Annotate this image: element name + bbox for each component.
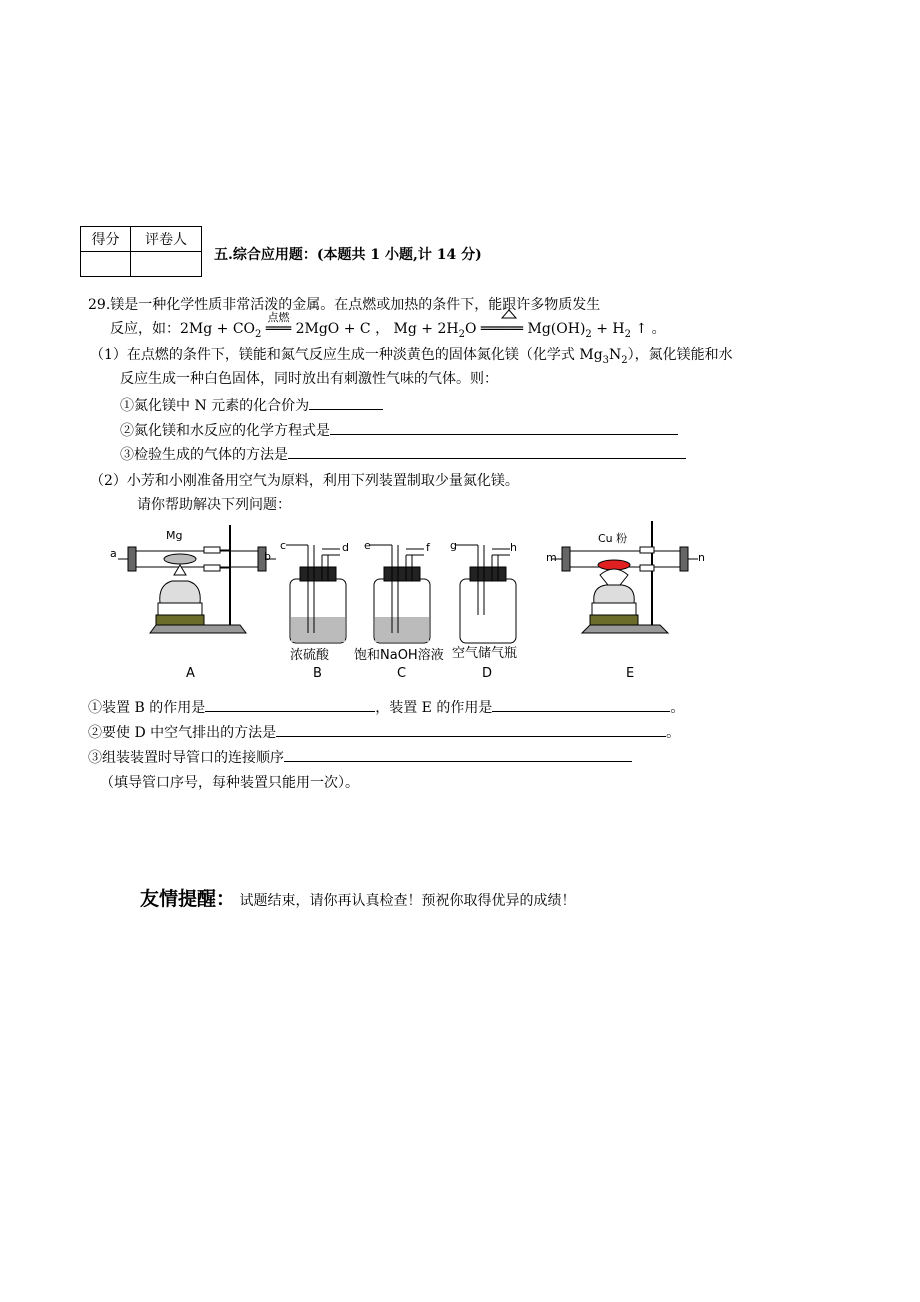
answer-blank-2[interactable] [330, 420, 678, 435]
eq2-right: Mg(OH) [523, 321, 586, 337]
apparatus-b [280, 539, 349, 681]
grader-header: 评卷人 [131, 227, 202, 252]
q2-1: ①装置 B 的作用是 ，装置 E 的作用是 。 [88, 697, 684, 717]
part1-line2: 反应生成一种白色固体，同时放出有刺激性气味的气体。则： [120, 371, 498, 387]
apparatus-a-label: Mg [166, 529, 183, 542]
heat-triangle-icon [501, 309, 517, 319]
apparatus-c [354, 539, 444, 681]
part2-line1: （2）小芳和小刚准备用空气为原料，利用下列装置制取少量氮化镁。 [90, 473, 519, 489]
eq2-tail: + H [591, 321, 625, 337]
apparatus-c-label: 饱和NaOH溶液 [354, 648, 444, 663]
part2-line2: 请你帮助解决下列问题： [137, 497, 291, 513]
question-intro: 29.镁是一种化学性质非常活泼的金属。在点燃或加热的条件下，能跟许多物质发生 [88, 297, 601, 313]
apparatus-e-label: Cu 粉 [598, 532, 628, 545]
reminder-title: 友情提醒： [140, 888, 236, 910]
eq-sep: ， [370, 321, 394, 337]
answer-blank-6[interactable] [276, 722, 666, 737]
port-n: n [698, 551, 705, 564]
port-f: f [426, 541, 430, 554]
answer-blank-3[interactable] [288, 444, 686, 459]
apparatus-d [450, 539, 517, 681]
answer-blank-7[interactable] [284, 747, 632, 762]
eq1-left: 2Mg + CO [180, 321, 256, 337]
q1-1: ①氮化镁中 N 元素的化合价为 [120, 395, 383, 415]
apparatus-c-caption: C [397, 666, 407, 681]
eq2-left: Mg + 2H [393, 321, 459, 337]
apparatus-d-caption: D [482, 666, 493, 681]
eq1-right: 2MgO + C [291, 321, 371, 337]
port-g: g [450, 539, 457, 552]
answer-blank-1[interactable] [309, 395, 383, 410]
score-header: 得分 [81, 227, 131, 252]
port-c: c [280, 539, 287, 552]
q1-2: ②氮化镁和水反应的化学方程式是 [120, 420, 678, 440]
port-h: h [510, 541, 517, 554]
port-d: d [342, 541, 349, 554]
apparatus-a-caption: A [186, 666, 195, 681]
q2-note: （填导管口序号，每种装置只能用一次）。 [100, 775, 359, 791]
eq2-end: ↑ 。 [635, 321, 666, 337]
q2-3: ③组装装置时导管口的连接顺序 [88, 747, 632, 767]
apparatus-d-label: 空气储气瓶 [452, 646, 518, 661]
reminder-text: 试题结束，请你再认真检查！预祝你取得优异的成绩！ [239, 893, 576, 909]
grader-cell[interactable] [131, 252, 202, 277]
score-cell[interactable] [81, 252, 131, 277]
answer-blank-5[interactable] [492, 697, 670, 712]
port-b: b [264, 550, 271, 563]
port-m: m [546, 551, 557, 564]
section-title: 五.综合应用题：(本题共 1 小题,计 14 分) [214, 247, 482, 263]
eq-prefix: 反应，如： [110, 321, 180, 337]
apparatus-diagram [100, 515, 720, 685]
port-a: a [110, 547, 117, 560]
apparatus-b-label: 浓硫酸 [290, 648, 330, 663]
answer-blank-4[interactable] [205, 697, 375, 712]
q1-3: ③检验生成的气体的方法是 [120, 444, 686, 464]
apparatus-a [110, 525, 276, 681]
q2-2: ②要使 D 中空气排出的方法是 。 [88, 722, 680, 742]
score-table [80, 226, 202, 277]
reaction-equations: 反应，如：$2Mg + CO_2$ 点燃 ═══ 2MgO + C ， $Mg + 2H_2O$ ═════ $Mg(OH)_2 + H_2$ ↑ 。 [110, 311, 666, 340]
eq1-condition: 点燃 ═══ [265, 311, 292, 337]
apparatus-e [546, 521, 705, 681]
apparatus-b-caption: B [313, 666, 322, 681]
part1-line1: （1）在点燃的条件下，镁能和氮气反应生成一种淡黄色的固体氮化镁（化学式 $Mg_3N_2$），氮化镁能和水 [90, 347, 733, 366]
eq2-heat-condition: ═════ [481, 321, 523, 337]
apparatus-e-caption: E [626, 666, 635, 681]
reminder [140, 884, 575, 911]
port-e: e [364, 539, 371, 552]
